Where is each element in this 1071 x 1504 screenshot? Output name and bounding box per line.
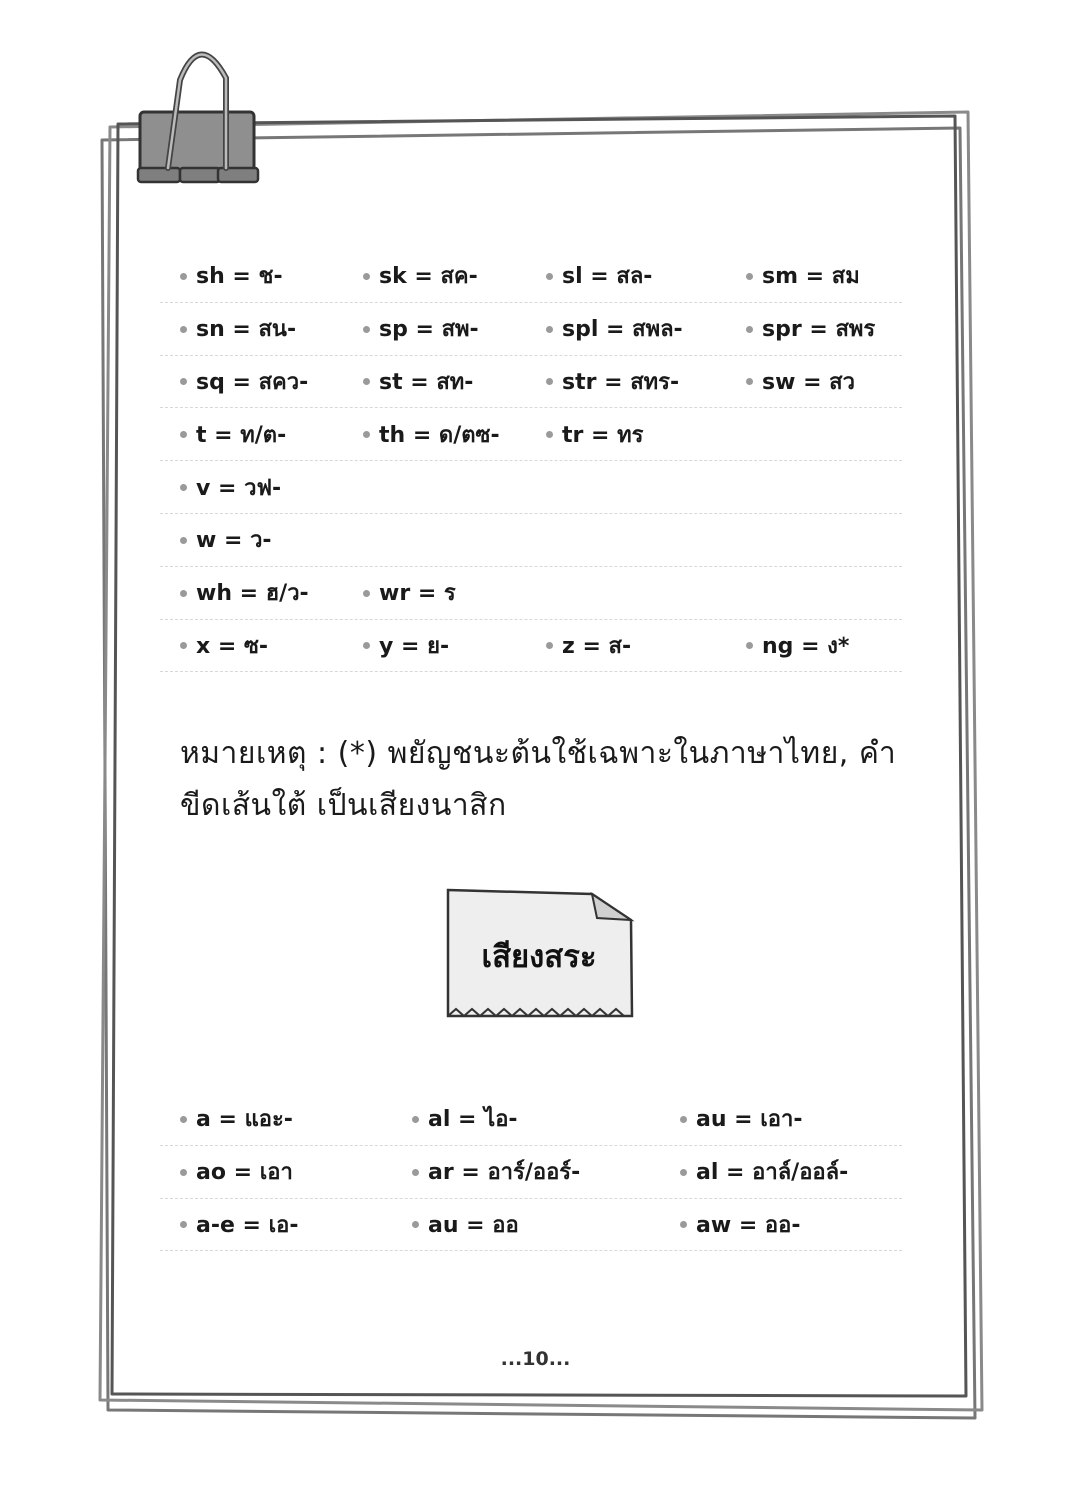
table-cell: aw = ออ-: [660, 1199, 902, 1251]
footnote: [180, 728, 920, 832]
table-cell: al = อาล์/ออล์-: [660, 1146, 902, 1198]
footnote-line: หมายเหตุ : (*) พยัญชนะต้นใช้เฉพาะในภาษาไทย, คำ: [180, 736, 897, 771]
table-cell: [526, 567, 726, 619]
table-cell: spl = สพล-: [526, 303, 726, 355]
table-cell: st = สท-: [343, 356, 526, 408]
consonant-table: [160, 250, 902, 672]
table-cell: z = ส-: [526, 620, 726, 672]
table-row: [160, 567, 902, 620]
table-cell: v = วฟ-: [160, 461, 343, 513]
binder-clip-icon: [138, 54, 258, 182]
table-cell: [726, 514, 902, 566]
table-cell: au = เอา-: [660, 1093, 902, 1145]
table-cell: str = สทร-: [526, 356, 726, 408]
section-label: เสียงสระ: [481, 939, 597, 975]
table-row: [160, 303, 902, 356]
table-row: [160, 1093, 902, 1146]
table-cell: ar = อาร์/ออร์-: [392, 1146, 660, 1198]
table-cell: al = ไอ-: [392, 1093, 660, 1145]
table-cell: ao = เอา: [160, 1146, 392, 1198]
table-cell: sk = สค-: [343, 250, 526, 302]
table-row: [160, 250, 902, 303]
table-cell: th = ด/ตซ-: [343, 408, 526, 460]
table-cell: sp = สพ-: [343, 303, 526, 355]
table-cell: [526, 514, 726, 566]
table-cell: sh = ช-: [160, 250, 343, 302]
table-cell: w = ว-: [160, 514, 343, 566]
table-cell: sq = สคว-: [160, 356, 343, 408]
table-row: [160, 1146, 902, 1199]
table-row: [160, 408, 902, 461]
table-cell: [343, 461, 526, 513]
table-cell: sw = สว: [726, 356, 902, 408]
table-cell: wh = ฮ/ว-: [160, 567, 343, 619]
table-cell: [343, 514, 526, 566]
table-cell: au = ออ: [392, 1199, 660, 1251]
table-cell: [726, 408, 902, 460]
page-number: ...10...: [500, 1348, 571, 1370]
table-row: [160, 461, 902, 514]
table-cell: sm = สม: [726, 250, 902, 302]
table-cell: spr = สพร: [726, 303, 902, 355]
table-cell: x = ซ-: [160, 620, 343, 672]
vowel-table: [160, 1093, 902, 1251]
table-cell: [526, 461, 726, 513]
table-cell: sn = สน-: [160, 303, 343, 355]
footnote-line: ขีดเส้นใต้ เป็นเสียงนาสิก: [180, 788, 507, 823]
table-cell: t = ท/ต-: [160, 408, 343, 460]
table-row: [160, 1199, 902, 1252]
table-cell: y = ย-: [343, 620, 526, 672]
table-cell: a = แอะ-: [160, 1093, 392, 1145]
table-cell: a-e = เอ-: [160, 1199, 392, 1251]
table-cell: [726, 567, 902, 619]
table-row: [160, 514, 902, 567]
table-cell: ng = ง*: [726, 620, 902, 672]
table-row: [160, 356, 902, 409]
table-cell: sl = สล-: [526, 250, 726, 302]
table-cell: tr = ทร: [526, 408, 726, 460]
table-row: [160, 620, 902, 673]
table-cell: [726, 461, 902, 513]
table-cell: wr = ร: [343, 567, 526, 619]
